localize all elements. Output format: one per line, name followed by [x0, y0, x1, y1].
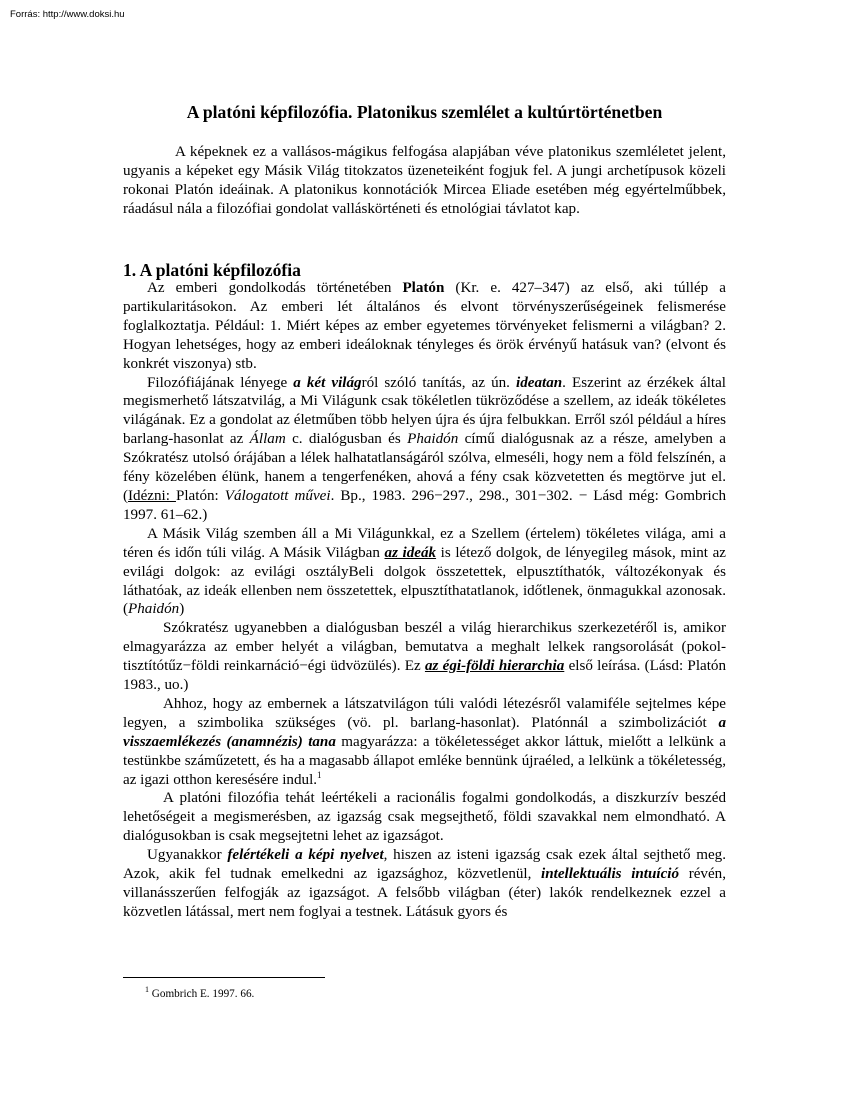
section-heading: 1. A platóni képfilozófia — [123, 260, 301, 280]
paragraph-6: A platóni filozófia tehát leértékeli a racionális fogalmi gondolkodás, a diszkurzív beszéd lehetőségeit a megismerésben, az igazság csak megsejthető, földi szavakkal nem elmondható. A dialógusokban is csak megsejtetni lehet az igazságot. — [123, 790, 726, 845]
document-title: A platóni képfilozófia. Platonikus szemlélet a kultúrtörténetben — [186, 102, 663, 122]
paragraph-4: Szókratész ugyanebben a dialógusban beszél a világ hierarchikus szerkezetéről is, amikor elmagyarázza az ember helyét a világban, bemutatva a meghalt lelkek rangsorolását (pokol-tisztítótűz−földi reinkarnáció−égi üdvözülés). Ez az égi-földi hierarchia első leírása. (Lásd: Platón 1983., uo.) — [123, 620, 726, 694]
source-label: Forrás: http://www.doksi.hu — [10, 9, 125, 20]
paragraph-2: Filozófiájának lényege a két világról szóló tanítás, az ún. ideatan. Eszerint az érzékek által megismerhető látszatvilág, a Mi Világunk csak tökéletlen tükröződése a szellem, az ideák tökéletes világának. Ez a gondolat az életműben több helyen újra és újra felbukkan. Erről szól például a híres barlang-hasonlat az Állam c. dialógusban és Phaidón című dialógusnak az a része, amelyben a Szókratész utolsó órájában a lélek halhatatlanságáról szólva, elmeséli, hogy nem a föld felszínén, a fény közelében élünk, hanem a tengerfenéken, ahová a fény csak közvetetten és megtörve jut el. (Idézni: Platón: Válogatott művei. Bp., 1983. 296−297., 298., 301−302. − Lásd még: Gombrich 1997. 61–62.) — [123, 374, 726, 523]
footnote-ref: 1 — [317, 769, 322, 780]
paragraph-1: Az emberi gondolkodás történetében Platón (Kr. e. 427–347) az első, aki túllép a partikularitásokon. Az emberi lét általános és elvont törvényszerűségeinek felismerése foglalkoztatja. Például: 1. Miért képes az ember egyetemes törvényeket felismerni a világban? 2. Hogyan lehetséges, hogy az emberi ideáloknak tényleges és örök érvényű hatásuk van? (elvont és konkrét viszonya) stb. — [123, 280, 726, 372]
section-body — [123, 279, 726, 922]
paragraph-3: A Másik Világ szemben áll a Mi Világunkkal, ez a Szellem (értelem) tökéletes világa, ami a téren és időn túli világ. A Másik Világban az ideák is létező dolgok, de lényegileg mások, mint az evilági dolgok: az evilági osztályBeli dolgok összetettek, elpusztíthatók, változékonyak és láthatóak, az ideák ellenben nem összetettek, elpusztíthatatlanok, időtlenek, önmagukkal azonosak. (Phaidón) — [123, 525, 726, 618]
paragraph-7: Ugyanakkor felértékeli a képi nyelvet, hiszen az isteni igazság csak ezek által sejthető meg. Azok, akik fel tudnak emelkedni az igazsághoz, közvetlenül, intellektuális intuíció révén, villanásszerűen felfogják az igazságot. A felsőbb világban (éter) lakók rendelkeznek ezzel a közvetlen látással, mert nem foglyai a testnek. Látásuk gyors és — [123, 847, 727, 920]
footnote-divider — [123, 977, 325, 978]
intro-paragraph: A képeknek ez a vallásos-mágikus felfogása alapjában véve platonikus szemléletet jelent, ugyanis a képeket egy Másik Világ titokzatos üzeneteiként fogjuk fel. A jungi archetípusok közeli rokonai Platón ideáinak. A platonikus konnotációk Mircea Eliade esetében még egyértelműbbek, ráadásul nála a filozófiai gondolat valláskörténeti és etnológiai távlatot kap. — [123, 144, 726, 217]
paragraph-5: Ahhoz, hogy az embernek a látszatvilágon túli valódi létezésről valamiféle sejtelmes képe legyen, a szimbolika szükséges (vö. pl. barlang-hasonlat). Platónnál a szimbolizációt a visszaemlékezés (anamnézis) tana magyarázza: a tökéletességet akkor láttuk, mielőtt a lelkünk a testünkbe száműzetett, és ha a magasabb állapot emléke bennünk újraéled, a lelkünk a tökéletesség, az igazi otthon keresésére indul.$^1$ — [123, 695, 726, 788]
footnote: $^1$ Gombrich E. 1997. 66. — [145, 985, 255, 1000]
